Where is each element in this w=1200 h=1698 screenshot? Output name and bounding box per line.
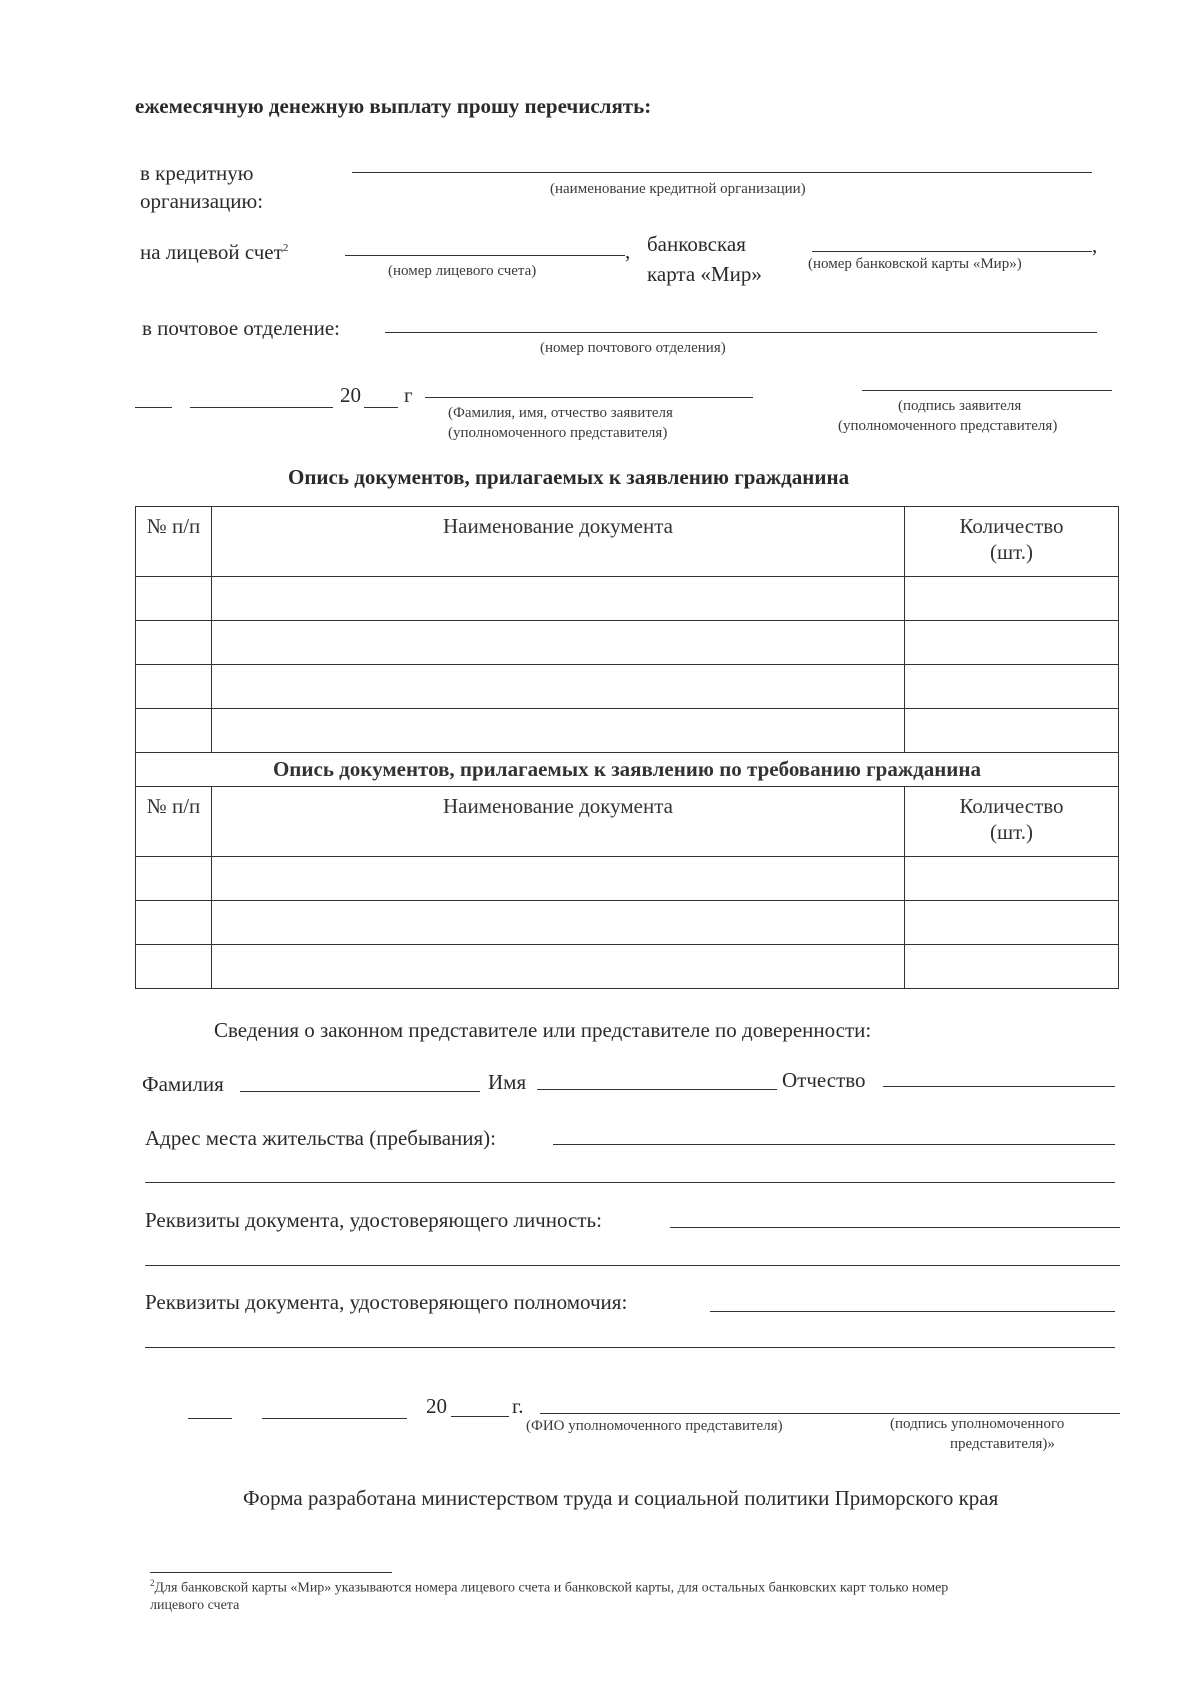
patronymic-label: Отчество xyxy=(782,1068,866,1092)
col-name-header: Наименование документа xyxy=(212,787,905,857)
table-header-row xyxy=(136,787,1119,857)
credit-org-field[interactable] xyxy=(352,172,1092,173)
authority-document-label: Реквизиты документа, удостоверяющего полномочия: xyxy=(145,1290,628,1314)
qty-cell[interactable] xyxy=(905,621,1119,665)
num-cell[interactable] xyxy=(136,857,212,901)
col-qty-header: Количество (шт.) xyxy=(905,787,1119,857)
card-label-2: карта «Мир» xyxy=(647,262,762,286)
col-num-header: № п/п xyxy=(136,787,212,857)
rep-date-month-field[interactable] xyxy=(262,1418,407,1419)
table-row xyxy=(136,577,1119,621)
rep-year-prefix: 20 xyxy=(426,1394,447,1418)
patronymic-field[interactable] xyxy=(883,1086,1115,1087)
form-developer-note: Форма разработана министерством труда и социальной политики Приморского края xyxy=(243,1486,999,1510)
name-cell[interactable] xyxy=(212,621,905,665)
name-cell[interactable] xyxy=(212,665,905,709)
num-cell[interactable] xyxy=(136,665,212,709)
year-suffix: г xyxy=(404,383,413,407)
table-row xyxy=(136,709,1119,753)
post-office-field[interactable] xyxy=(385,332,1097,333)
table-row xyxy=(136,945,1119,989)
card-caption: (номер банковской карты «Мир») xyxy=(808,256,1022,272)
num-cell[interactable] xyxy=(136,901,212,945)
footnote-number: 2 xyxy=(150,1578,155,1588)
num-cell[interactable] xyxy=(136,621,212,665)
inventory-1-table xyxy=(135,506,1119,989)
mir-card-field[interactable] xyxy=(812,251,1092,252)
inventory-1-title: Опись документов, прилагаемых к заявлению гражданина xyxy=(288,465,850,489)
table-header-row xyxy=(136,507,1119,577)
surname-field[interactable] xyxy=(240,1091,480,1092)
qty-cell[interactable] xyxy=(905,857,1119,901)
rep-sign-caption-1: (подпись уполномоченного xyxy=(890,1416,1065,1432)
rep-name-caption: (ФИО уполномоченного представителя) xyxy=(526,1418,783,1434)
inventory-2-title: Опись документов, прилагаемых к заявлению по требованию гражданина xyxy=(136,753,1119,787)
name-cell[interactable] xyxy=(212,857,905,901)
rep-year-suffix: г. xyxy=(512,1394,524,1418)
table-row xyxy=(136,665,1119,709)
table-row xyxy=(136,621,1119,665)
name-label: Имя xyxy=(488,1070,527,1094)
surname-label: Фамилия xyxy=(142,1072,224,1096)
address-field-1[interactable] xyxy=(553,1144,1115,1145)
applicant-signature-field[interactable] xyxy=(862,390,1112,391)
name-cell[interactable] xyxy=(212,901,905,945)
account-caption: (номер лицевого счета) xyxy=(388,263,537,279)
num-cell[interactable] xyxy=(136,709,212,753)
representative-heading: Сведения о законном представителе или представителе по доверенности: xyxy=(214,1018,872,1042)
id-document-label: Реквизиты документа, удостоверяющего личность: xyxy=(145,1208,602,1232)
address-label: Адрес места жительства (пребывания): xyxy=(145,1126,497,1150)
payment-heading: ежемесячную денежную выплату прошу перечислять: xyxy=(135,94,652,118)
applicant-sign-caption-1: (подпись заявителя xyxy=(898,398,1022,414)
applicant-name-caption-1: (Фамилия, имя, отчество заявителя xyxy=(448,405,673,421)
footnote-separator xyxy=(150,1572,392,1573)
col-qty-header: Количество (шт.) xyxy=(905,507,1119,577)
year-prefix: 20 xyxy=(340,383,361,407)
credit-org-label-1: в кредитную xyxy=(140,161,254,185)
name-cell[interactable] xyxy=(212,709,905,753)
authority-document-field-2[interactable] xyxy=(145,1347,1115,1348)
qty-cell[interactable] xyxy=(905,901,1119,945)
rep-name-signature-field[interactable] xyxy=(540,1413,1120,1414)
account-footnote-ref: 2 xyxy=(282,242,289,254)
qty-cell[interactable] xyxy=(905,577,1119,621)
id-document-field-1[interactable] xyxy=(670,1227,1120,1228)
name-field[interactable] xyxy=(537,1089,777,1090)
num-cell[interactable] xyxy=(136,945,212,989)
post-office-label: в почтовое отделение: xyxy=(142,316,340,340)
qty-cell[interactable] xyxy=(905,665,1119,709)
table-row xyxy=(136,857,1119,901)
name-cell[interactable] xyxy=(212,945,905,989)
footnote-line-1: $^2$Для банковской карты «Мир» указываются номера лицевого счета и банковской карты, для остальных банковских карт только номер xyxy=(150,1578,949,1596)
id-document-field-2[interactable] xyxy=(145,1265,1120,1266)
table-row xyxy=(136,901,1119,945)
card-label-1: банковская xyxy=(647,232,746,256)
date-day-field[interactable] xyxy=(135,407,172,408)
account-comma: , xyxy=(625,239,631,263)
authority-document-field-1[interactable] xyxy=(710,1311,1115,1312)
col-name-header: Наименование документа xyxy=(212,507,905,577)
qty-cell[interactable] xyxy=(905,945,1119,989)
rep-date-day-field[interactable] xyxy=(188,1418,232,1419)
name-cell[interactable] xyxy=(212,577,905,621)
inventory-2-title-row xyxy=(136,753,1119,787)
rep-date-year-field[interactable] xyxy=(451,1416,509,1417)
account-number-field[interactable] xyxy=(345,255,625,256)
applicant-name-field[interactable] xyxy=(425,397,753,398)
qty-cell[interactable] xyxy=(905,709,1119,753)
col-num-header: № п/п xyxy=(136,507,212,577)
credit-org-label-2: организацию: xyxy=(140,189,264,213)
rep-sign-caption-2: представителя)» xyxy=(950,1436,1055,1452)
address-field-2[interactable] xyxy=(145,1182,1115,1183)
date-month-field[interactable] xyxy=(190,407,333,408)
account-label: на лицевой счет$^2$ xyxy=(140,240,289,264)
footnote-line-2: лицевого счета xyxy=(150,1598,240,1613)
date-year-field[interactable] xyxy=(364,407,398,408)
card-comma: , xyxy=(1092,233,1098,257)
post-office-caption: (номер почтового отделения) xyxy=(540,340,726,356)
applicant-sign-caption-2: (уполномоченного представителя) xyxy=(838,418,1058,434)
applicant-name-caption-2: (уполномоченного представителя) xyxy=(448,425,668,441)
num-cell[interactable] xyxy=(136,577,212,621)
credit-org-caption: (наименование кредитной организации) xyxy=(550,181,806,197)
